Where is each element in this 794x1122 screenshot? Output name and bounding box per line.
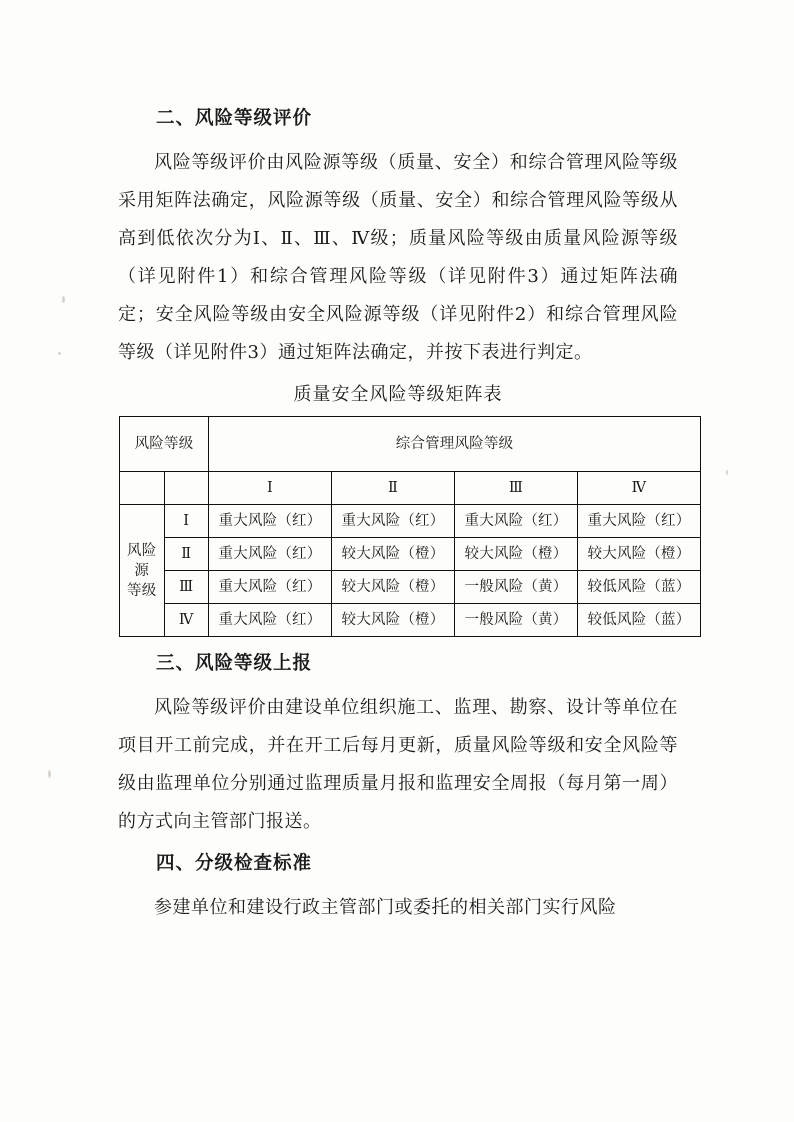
section-2-paragraph: 风险等级评价由风险源等级（质量、安全）和综合管理风险等级采用矩阵法确定，风险源等级（质量、安全）和综合管理风险等级从高到低依次分为Ⅰ、Ⅱ、Ⅲ、Ⅳ级；质量风险等级由质量风险源等级（详见附件1）和综合管理风险等级（详见附件3）通过矩阵法确定；安全风险等级由安全风险源等级（详见附件2）和综合管理风险等级（详见附件3）通过矩阵法确定，并按下表进行判定。 <box>118 152 678 363</box>
section-3-paragraph: 风险等级评价由建设单位组织施工、监理、勘察、设计等单位在项目开工前完成，并在开工后每月更新，质量风险等级和安全风险等级由监理单位分别通过监理质量月报和监理安全周报（每月第一周）的方式向主管部门报送。 <box>118 697 678 832</box>
matrix-cell: 较大风险（橙） <box>332 604 455 637</box>
matrix-row-group-label-line1: 风险源 <box>127 542 157 579</box>
matrix-row-header-4: Ⅳ <box>164 604 209 637</box>
matrix-column-group-header: 综合管理风险等级 <box>209 417 701 472</box>
table-row <box>120 538 701 571</box>
matrix-corner-filler-2 <box>164 472 209 505</box>
matrix-cell: 重大风险（红） <box>209 604 332 637</box>
matrix-cell: 重大风险（红） <box>209 505 332 538</box>
matrix-row-group-label-line2: 等级 <box>127 582 157 599</box>
section-heading-2: 二、风险等级评价 <box>156 108 313 129</box>
matrix-cell: 较大风险（橙） <box>332 538 455 571</box>
scan-speck <box>726 470 728 475</box>
matrix-col-header-2: Ⅱ <box>332 472 455 505</box>
table-row <box>120 417 701 472</box>
matrix-cell: 重大风险（红） <box>332 505 455 538</box>
matrix-cell: 重大风险（红） <box>578 505 701 538</box>
scan-speck <box>62 296 65 303</box>
matrix-cell: 较大风险（橙） <box>332 571 455 604</box>
matrix-row-header-2: Ⅱ <box>164 538 209 571</box>
table-row <box>120 472 701 505</box>
matrix-cell: 较大风险（橙） <box>455 538 578 571</box>
table-row <box>120 505 701 538</box>
section-heading-3: 三、风险等级上报 <box>156 653 313 674</box>
matrix-cell: 重大风险（红） <box>209 571 332 604</box>
table-row <box>120 571 701 604</box>
matrix-cell: 较低风险（蓝） <box>578 571 701 604</box>
matrix-cell: 一般风险（黄） <box>455 604 578 637</box>
spacer <box>118 637 678 645</box>
matrix-row-header-1: Ⅰ <box>164 505 209 538</box>
matrix-cell: 重大风险（红） <box>455 505 578 538</box>
matrix-cell: 较低风险（蓝） <box>578 604 701 637</box>
scan-speck <box>48 770 51 778</box>
scan-speck <box>58 352 61 355</box>
section-heading-4: 四、分级检查标准 <box>156 853 313 874</box>
matrix-corner-label: 风险等级 <box>120 417 209 472</box>
matrix-col-header-3: Ⅲ <box>455 472 578 505</box>
matrix-cell: 较大风险（橙） <box>578 538 701 571</box>
section-4-paragraph: 参建单位和建设行政主管部门或委托的相关部门实行风险 <box>154 897 617 918</box>
table-row <box>120 604 701 637</box>
document-body <box>118 100 691 929</box>
matrix-cell: 重大风险（红） <box>209 538 332 571</box>
matrix-col-header-1: Ⅰ <box>209 472 332 505</box>
matrix-row-header-3: Ⅲ <box>164 571 209 604</box>
matrix-col-header-4: Ⅳ <box>578 472 701 505</box>
matrix-cell: 一般风险（黄） <box>455 571 578 604</box>
matrix-row-group-label <box>120 505 165 637</box>
table-caption: 质量安全风险等级矩阵表 <box>293 384 503 405</box>
risk-matrix-table <box>119 416 701 637</box>
matrix-corner-filler <box>120 472 165 505</box>
